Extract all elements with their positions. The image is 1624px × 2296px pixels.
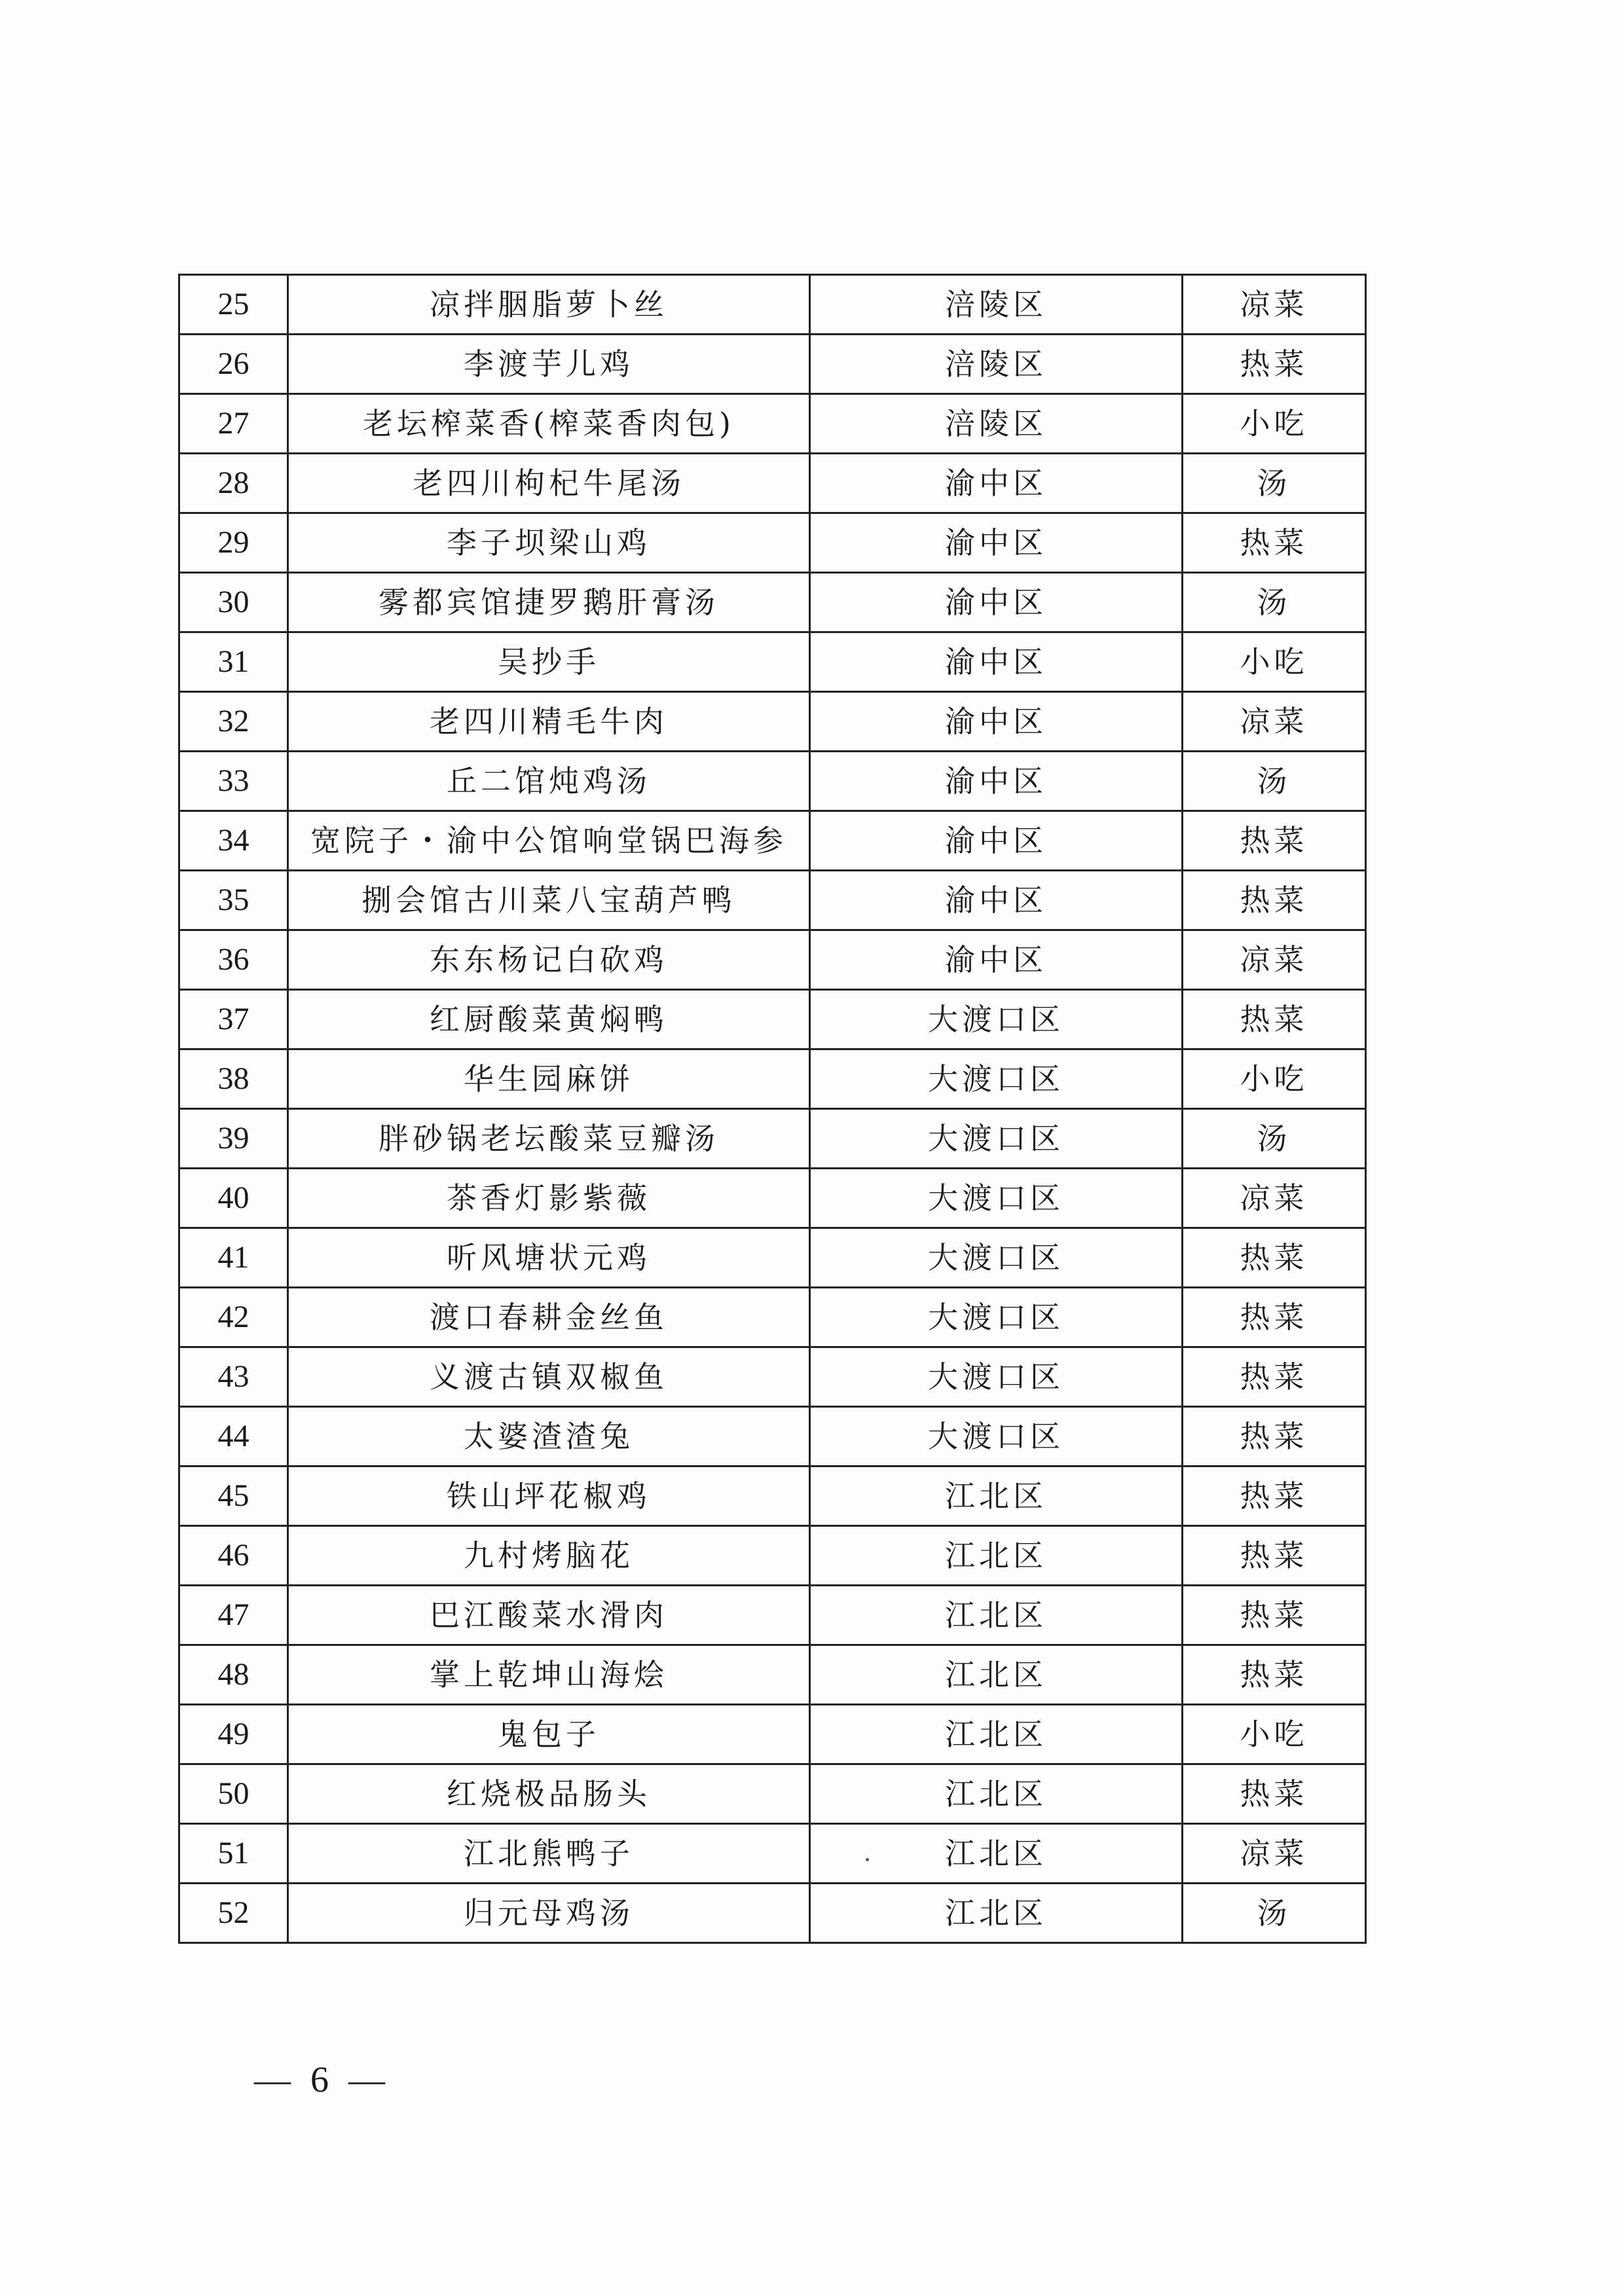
table-row xyxy=(179,1169,1366,1228)
table-body xyxy=(179,275,1366,1943)
cell-category: 小吃 xyxy=(1183,394,1366,454)
cell-dish-name: 李子坝梁山鸡 xyxy=(288,513,810,573)
cell-number: 43 xyxy=(179,1347,288,1407)
cell-number: 26 xyxy=(179,335,288,394)
cell-dish-name: 江北熊鸭子 xyxy=(288,1824,810,1884)
cell-category: 热菜 xyxy=(1183,811,1366,871)
cell-category: 热菜 xyxy=(1183,990,1366,1049)
cell-dish-name: 义渡古镇双椒鱼 xyxy=(288,1347,810,1407)
cell-number: 51 xyxy=(179,1824,288,1884)
cell-district: 渝中区 xyxy=(810,573,1183,632)
cell-number: 36 xyxy=(179,930,288,990)
cell-dish-name: 茶香灯影紫薇 xyxy=(288,1169,810,1228)
cell-district: 江北区 xyxy=(810,1645,1183,1705)
table-row xyxy=(179,1228,1366,1288)
table-row xyxy=(179,1586,1366,1645)
table-row xyxy=(179,692,1366,752)
cell-number: 30 xyxy=(179,573,288,632)
cell-number: 32 xyxy=(179,692,288,752)
cell-dish-name: 华生园麻饼 xyxy=(288,1049,810,1109)
cell-district: 渝中区 xyxy=(810,513,1183,573)
cell-number: 48 xyxy=(179,1645,288,1705)
cell-category: 热菜 xyxy=(1183,1347,1366,1407)
cell-district: 涪陵区 xyxy=(810,275,1183,335)
table-row xyxy=(179,990,1366,1049)
cell-number: 34 xyxy=(179,811,288,871)
cell-district: 江北区 xyxy=(810,1824,1183,1884)
cell-dish-name: 老四川精毛牛肉 xyxy=(288,692,810,752)
table-row xyxy=(179,752,1366,811)
table-row xyxy=(179,1526,1366,1586)
cell-dish-name: 东东杨记白砍鸡 xyxy=(288,930,810,990)
cell-number: 45 xyxy=(179,1467,288,1526)
cell-dish-name: 归元母鸡汤 xyxy=(288,1884,810,1943)
cell-category: 热菜 xyxy=(1183,1407,1366,1467)
cell-district: 江北区 xyxy=(810,1586,1183,1645)
cell-category: 凉菜 xyxy=(1183,1169,1366,1228)
table-row xyxy=(179,1049,1366,1109)
cell-dish-name: 宽院子・渝中公馆响堂锅巴海参 xyxy=(288,811,810,871)
table-row xyxy=(179,871,1366,930)
cell-category: 汤 xyxy=(1183,573,1366,632)
cell-category: 热菜 xyxy=(1183,513,1366,573)
cell-category: 热菜 xyxy=(1183,335,1366,394)
cell-district: 江北区 xyxy=(810,1467,1183,1526)
cell-district: 大渡口区 xyxy=(810,1288,1183,1347)
cell-category: 汤 xyxy=(1183,752,1366,811)
cell-district: 江北区 xyxy=(810,1884,1183,1943)
cell-district: 渝中区 xyxy=(810,454,1183,513)
cell-district: 渝中区 xyxy=(810,930,1183,990)
table-row xyxy=(179,1347,1366,1407)
table-row xyxy=(179,1645,1366,1705)
cell-dish-name: 红烧极品肠头 xyxy=(288,1764,810,1824)
cell-number: 40 xyxy=(179,1169,288,1228)
table-row xyxy=(179,1824,1366,1884)
cell-category: 热菜 xyxy=(1183,1645,1366,1705)
table-row xyxy=(179,573,1366,632)
cell-number: 33 xyxy=(179,752,288,811)
cell-dish-name: 掌上乾坤山海烩 xyxy=(288,1645,810,1705)
cell-category: 热菜 xyxy=(1183,1526,1366,1586)
cell-number: 46 xyxy=(179,1526,288,1586)
cell-dish-name: 红厨酸菜黄焖鸭 xyxy=(288,990,810,1049)
cell-dish-name: 鬼包子 xyxy=(288,1705,810,1764)
cell-district: 江北区 xyxy=(810,1764,1183,1824)
table-row xyxy=(179,454,1366,513)
cell-number: 52 xyxy=(179,1884,288,1943)
cell-category: 小吃 xyxy=(1183,1049,1366,1109)
cell-number: 49 xyxy=(179,1705,288,1764)
cell-category: 小吃 xyxy=(1183,1705,1366,1764)
table-row xyxy=(179,1288,1366,1347)
cell-district: 大渡口区 xyxy=(810,1228,1183,1288)
cell-dish-name: 太婆渣渣兔 xyxy=(288,1407,810,1467)
cell-dish-name: 老四川枸杞牛尾汤 xyxy=(288,454,810,513)
cell-number: 28 xyxy=(179,454,288,513)
cell-number: 38 xyxy=(179,1049,288,1109)
cell-dish-name: 老坛榨菜香(榨菜香肉包) xyxy=(288,394,810,454)
cell-number: 31 xyxy=(179,632,288,692)
cell-number: 37 xyxy=(179,990,288,1049)
cell-category: 凉菜 xyxy=(1183,692,1366,752)
cell-number: 29 xyxy=(179,513,288,573)
cell-dish-name: 捌会馆古川菜八宝葫芦鸭 xyxy=(288,871,810,930)
cell-number: 25 xyxy=(179,275,288,335)
cell-dish-name: 九村烤脑花 xyxy=(288,1526,810,1586)
cell-category: 汤 xyxy=(1183,454,1366,513)
cell-number: 35 xyxy=(179,871,288,930)
cell-district: 大渡口区 xyxy=(810,1049,1183,1109)
table-row xyxy=(179,632,1366,692)
cell-district: 大渡口区 xyxy=(810,1407,1183,1467)
cell-district: 江北区 xyxy=(810,1526,1183,1586)
table-row xyxy=(179,811,1366,871)
table-row xyxy=(179,1884,1366,1943)
cell-category: 凉菜 xyxy=(1183,1824,1366,1884)
cell-category: 汤 xyxy=(1183,1109,1366,1169)
cell-dish-name: 渡口春耕金丝鱼 xyxy=(288,1288,810,1347)
cell-category: 热菜 xyxy=(1183,1764,1366,1824)
cell-number: 44 xyxy=(179,1407,288,1467)
table-row xyxy=(179,930,1366,990)
cell-number: 42 xyxy=(179,1288,288,1347)
cell-category: 凉菜 xyxy=(1183,275,1366,335)
cell-category: 汤 xyxy=(1183,1884,1366,1943)
table-row xyxy=(179,1764,1366,1824)
cell-number: 39 xyxy=(179,1109,288,1169)
cell-category: 热菜 xyxy=(1183,1586,1366,1645)
cell-category: 热菜 xyxy=(1183,1288,1366,1347)
table-row xyxy=(179,394,1366,454)
dish-table xyxy=(178,274,1367,1944)
table-row xyxy=(179,1467,1366,1526)
table-row xyxy=(179,1407,1366,1467)
cell-dish-name: 凉拌胭脂萝卜丝 xyxy=(288,275,810,335)
cell-dish-name: 丘二馆炖鸡汤 xyxy=(288,752,810,811)
table-row xyxy=(179,275,1366,335)
cell-number: 50 xyxy=(179,1764,288,1824)
cell-district: 涪陵区 xyxy=(810,335,1183,394)
cell-dish-name: 胖砂锅老坛酸菜豆瓣汤 xyxy=(288,1109,810,1169)
cell-dish-name: 巴江酸菜水滑肉 xyxy=(288,1586,810,1645)
page-number: — 6 — xyxy=(254,2060,390,2100)
cell-district: 涪陵区 xyxy=(810,394,1183,454)
cell-category: 小吃 xyxy=(1183,632,1366,692)
cell-dish-name: 雾都宾馆捷罗鹅肝膏汤 xyxy=(288,573,810,632)
cell-district: 大渡口区 xyxy=(810,1169,1183,1228)
cell-district: 大渡口区 xyxy=(810,990,1183,1049)
scan-speck xyxy=(866,1858,869,1861)
cell-dish-name: 李渡芋儿鸡 xyxy=(288,335,810,394)
cell-dish-name: 吴抄手 xyxy=(288,632,810,692)
cell-district: 渝中区 xyxy=(810,632,1183,692)
cell-dish-name: 铁山坪花椒鸡 xyxy=(288,1467,810,1526)
cell-district: 大渡口区 xyxy=(810,1109,1183,1169)
cell-category: 热菜 xyxy=(1183,1467,1366,1526)
table-row xyxy=(179,513,1366,573)
cell-number: 47 xyxy=(179,1586,288,1645)
cell-category: 凉菜 xyxy=(1183,930,1366,990)
cell-dish-name: 听风塘状元鸡 xyxy=(288,1228,810,1288)
cell-category: 热菜 xyxy=(1183,1228,1366,1288)
cell-district: 渝中区 xyxy=(810,752,1183,811)
table-row xyxy=(179,1109,1366,1169)
cell-category: 热菜 xyxy=(1183,871,1366,930)
cell-number: 41 xyxy=(179,1228,288,1288)
cell-number: 27 xyxy=(179,394,288,454)
cell-district: 渝中区 xyxy=(810,811,1183,871)
cell-district: 渝中区 xyxy=(810,871,1183,930)
cell-district: 江北区 xyxy=(810,1705,1183,1764)
table-row xyxy=(179,335,1366,394)
cell-district: 大渡口区 xyxy=(810,1347,1183,1407)
cell-district: 渝中区 xyxy=(810,692,1183,752)
table-row xyxy=(179,1705,1366,1764)
